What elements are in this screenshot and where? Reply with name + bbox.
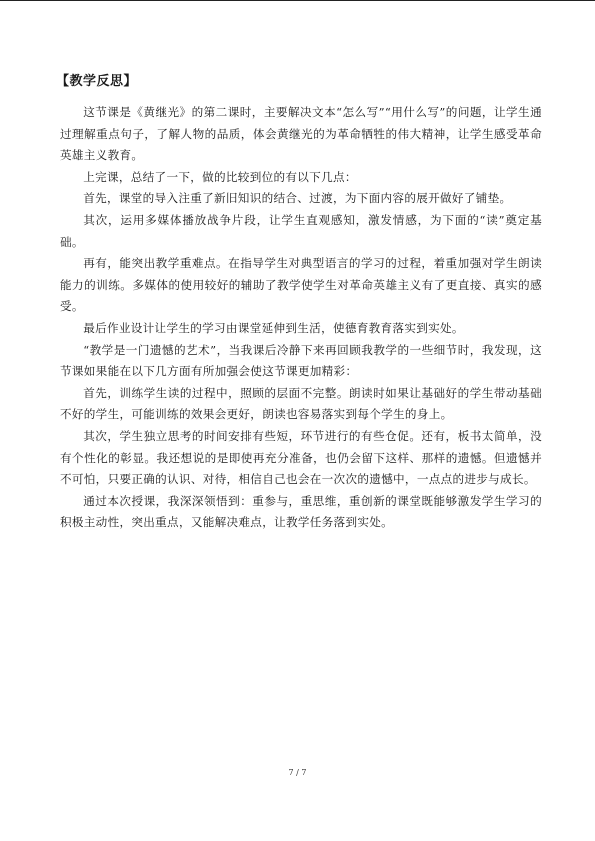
paragraph-strength-3: 再有，能突出教学重难点。在指导学生对典型语言的学习的过程，着重加强对学生朗读能力的训练。多媒体的使用较好的辅助了教学使学生对革命英雄主义有了更直接、真实的感受。 bbox=[60, 256, 542, 314]
paragraph-weakness-1: 首先，训练学生读的过程中，照顾的层面不完整。朗读时如果让基础好的学生带动基础不好的学生，可能训练的效果会更好，朗读也容易落实到每个学生的身上。 bbox=[60, 385, 542, 422]
paragraph-intro: 这节课是《黄继光》的第二课时，主要解决文本“怎么写”“用什么写”的问题，让学生通过理解重点句子，了解人物的品质，体会黄继光的为革命牺牲的伟大精神，让学生感受革命英雄主义教育。 bbox=[60, 105, 542, 163]
paragraph-strength-2: 其次，运用多媒体播放战争片段，让学生直观感知，激发情感，为下面的“读”奠定基础。 bbox=[60, 212, 542, 249]
paragraph-weakness-2: 其次，学生独立思考的时间安排有些短，环节进行的有些仓促。还有，板书太简单，没有个性化的彰显。我还想说的是即使再充分准备，也仍会留下这样、那样的遗憾。但遗憾并不可怕，只要正确的认识、对待，相信自己也会在一次次的遗憾中，一点点的进步与成长。 bbox=[60, 428, 542, 487]
paragraph-conclusion: 通过本次授课，我深深领悟到：重参与，重思维，重创新的课堂既能够激发学生学习的积极主动性，突出重点，又能解决难点，让教学任务落到实处。 bbox=[60, 493, 542, 530]
section-heading: 【教学反思】 bbox=[56, 74, 138, 89]
header-rule bbox=[0, 0, 595, 1]
paragraph-strength-1: 首先，课堂的导入注重了新旧知识的结合、过渡，为下面内容的展开做好了铺垫。 bbox=[83, 191, 512, 206]
paragraph-strength-4: 最后作业设计让学生的学习由课堂延伸到生活，使德育教育落实到实处。 bbox=[83, 320, 464, 335]
document-body bbox=[56, 72, 542, 534]
page-number: 7 / 7 bbox=[288, 768, 307, 777]
paragraph-reflection: “教学是一门遗憾的艺术”，当我课后冷静下来再回顾我教学的一些细节时，我发现，这节课如果能在以下几方面有所加强会使这节课更加精彩： bbox=[60, 342, 542, 379]
paragraph-summary: 上完课，总结了一下，做的比较到位的有以下几点： bbox=[83, 169, 357, 184]
